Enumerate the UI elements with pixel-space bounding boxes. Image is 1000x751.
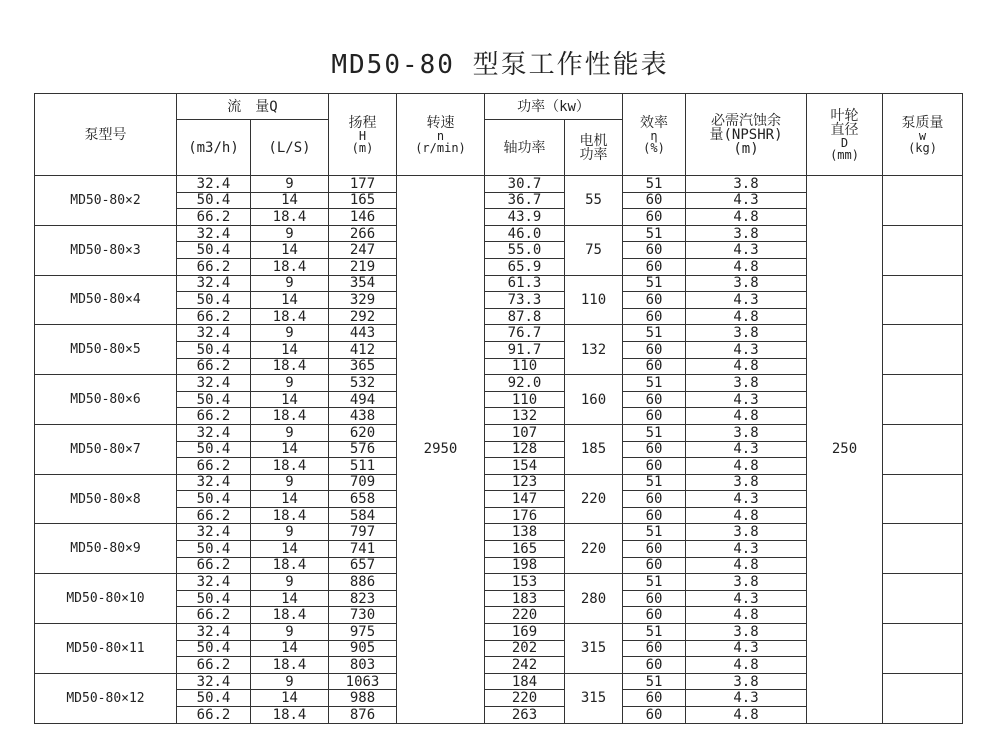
model-cell: MD50-80×12 bbox=[35, 673, 177, 723]
head-cell: 905 bbox=[329, 640, 397, 657]
shaft-power-cell: 176 bbox=[485, 507, 565, 524]
flow-ls-cell: 18.4 bbox=[251, 507, 329, 524]
header-head-line: (m) bbox=[351, 140, 374, 155]
shaft-power-cell: 30.7 bbox=[485, 176, 565, 193]
flow-ls-cell: 9 bbox=[251, 225, 329, 242]
flow-ls-cell: 18.4 bbox=[251, 408, 329, 425]
head-cell: 620 bbox=[329, 424, 397, 441]
efficiency-cell: 60 bbox=[623, 590, 686, 607]
head-cell: 365 bbox=[329, 358, 397, 375]
header-power: 功率（kw） bbox=[485, 94, 623, 120]
motor-power-cell: 280 bbox=[565, 574, 623, 624]
npsh-cell: 4.3 bbox=[686, 391, 807, 408]
npsh-cell: 3.8 bbox=[686, 624, 807, 641]
head-cell: 803 bbox=[329, 657, 397, 674]
npsh-cell: 4.3 bbox=[686, 441, 807, 458]
flow-m3h-cell: 50.4 bbox=[177, 541, 251, 558]
performance-table bbox=[34, 93, 963, 724]
head-cell: 494 bbox=[329, 391, 397, 408]
efficiency-cell: 60 bbox=[623, 358, 686, 375]
flow-m3h-cell: 32.4 bbox=[177, 524, 251, 541]
head-cell: 438 bbox=[329, 408, 397, 425]
header-speed-line: (r/min) bbox=[415, 140, 466, 155]
shaft-power-cell: 263 bbox=[485, 707, 565, 724]
flow-ls-cell: 9 bbox=[251, 524, 329, 541]
shaft-power-cell: 198 bbox=[485, 557, 565, 574]
shaft-power-cell: 128 bbox=[485, 441, 565, 458]
head-cell: 797 bbox=[329, 524, 397, 541]
head-cell: 730 bbox=[329, 607, 397, 624]
header-head-line: H bbox=[358, 128, 367, 143]
flow-m3h-cell: 50.4 bbox=[177, 590, 251, 607]
efficiency-cell: 60 bbox=[623, 441, 686, 458]
efficiency-cell: 60 bbox=[623, 707, 686, 724]
flow-m3h-cell: 32.4 bbox=[177, 325, 251, 342]
flow-m3h-cell: 50.4 bbox=[177, 192, 251, 209]
npsh-cell: 4.8 bbox=[686, 557, 807, 574]
flow-ls-cell: 14 bbox=[251, 341, 329, 358]
npsh-cell: 4.8 bbox=[686, 707, 807, 724]
efficiency-cell: 60 bbox=[623, 408, 686, 425]
shaft-power-cell: 46.0 bbox=[485, 225, 565, 242]
header-impeller-line: D bbox=[840, 135, 849, 150]
npsh-cell: 3.8 bbox=[686, 176, 807, 193]
header-mass-line: 泵质量 bbox=[901, 114, 944, 131]
head-cell: 354 bbox=[329, 275, 397, 292]
efficiency-cell: 51 bbox=[623, 424, 686, 441]
shaft-power-cell: 220 bbox=[485, 690, 565, 707]
shaft-power-cell: 153 bbox=[485, 574, 565, 591]
header-flow-ls: (L/S) bbox=[251, 120, 329, 176]
efficiency-cell: 60 bbox=[623, 308, 686, 325]
flow-m3h-cell: 32.4 bbox=[177, 424, 251, 441]
flow-m3h-cell: 50.4 bbox=[177, 391, 251, 408]
flow-ls-cell: 14 bbox=[251, 441, 329, 458]
npsh-cell: 4.8 bbox=[686, 458, 807, 475]
npsh-cell: 4.8 bbox=[686, 308, 807, 325]
head-cell: 975 bbox=[329, 624, 397, 641]
npsh-cell: 4.8 bbox=[686, 258, 807, 275]
head-cell: 511 bbox=[329, 458, 397, 475]
shaft-power-cell: 61.3 bbox=[485, 275, 565, 292]
shaft-power-cell: 110 bbox=[485, 358, 565, 375]
flow-m3h-cell: 50.4 bbox=[177, 690, 251, 707]
flow-m3h-cell: 32.4 bbox=[177, 176, 251, 193]
mass-cell bbox=[883, 225, 963, 275]
model-cell: MD50-80×8 bbox=[35, 474, 177, 524]
flow-m3h-cell: 32.4 bbox=[177, 225, 251, 242]
npsh-cell: 4.3 bbox=[686, 192, 807, 209]
model-cell: MD50-80×5 bbox=[35, 325, 177, 375]
header-mass bbox=[883, 94, 963, 176]
flow-ls-cell: 18.4 bbox=[251, 657, 329, 674]
head-cell: 266 bbox=[329, 225, 397, 242]
flow-ls-cell: 14 bbox=[251, 242, 329, 259]
shaft-power-cell: 92.0 bbox=[485, 375, 565, 392]
mass-cell bbox=[883, 176, 963, 226]
head-cell: 584 bbox=[329, 507, 397, 524]
flow-m3h-cell: 66.2 bbox=[177, 308, 251, 325]
model-cell: MD50-80×6 bbox=[35, 375, 177, 425]
motor-power-cell: 315 bbox=[565, 673, 623, 723]
flow-ls-cell: 14 bbox=[251, 391, 329, 408]
efficiency-cell: 51 bbox=[623, 176, 686, 193]
head-cell: 247 bbox=[329, 242, 397, 259]
flow-m3h-cell: 50.4 bbox=[177, 341, 251, 358]
flow-m3h-cell: 32.4 bbox=[177, 375, 251, 392]
efficiency-cell: 51 bbox=[623, 325, 686, 342]
model-cell: MD50-80×9 bbox=[35, 524, 177, 574]
npsh-cell: 3.8 bbox=[686, 375, 807, 392]
head-cell: 443 bbox=[329, 325, 397, 342]
npsh-cell: 4.3 bbox=[686, 491, 807, 508]
shaft-power-cell: 91.7 bbox=[485, 341, 565, 358]
efficiency-cell: 51 bbox=[623, 574, 686, 591]
shaft-power-cell: 184 bbox=[485, 673, 565, 690]
mass-cell bbox=[883, 375, 963, 425]
shaft-power-cell: 169 bbox=[485, 624, 565, 641]
header-motor-power bbox=[565, 120, 623, 176]
flow-m3h-cell: 66.2 bbox=[177, 258, 251, 275]
motor-power-cell: 185 bbox=[565, 424, 623, 474]
impeller-cell: 250 bbox=[807, 176, 883, 724]
flow-m3h-cell: 50.4 bbox=[177, 441, 251, 458]
efficiency-cell: 51 bbox=[623, 673, 686, 690]
npsh-cell: 4.8 bbox=[686, 607, 807, 624]
flow-m3h-cell: 66.2 bbox=[177, 209, 251, 226]
shaft-power-cell: 147 bbox=[485, 491, 565, 508]
efficiency-cell: 51 bbox=[623, 375, 686, 392]
npsh-cell: 4.8 bbox=[686, 657, 807, 674]
header-model: 泵型号 bbox=[35, 94, 177, 176]
head-cell: 146 bbox=[329, 209, 397, 226]
head-cell: 741 bbox=[329, 541, 397, 558]
npsh-cell: 3.8 bbox=[686, 474, 807, 491]
flow-ls-cell: 18.4 bbox=[251, 308, 329, 325]
efficiency-cell: 60 bbox=[623, 209, 686, 226]
efficiency-cell: 60 bbox=[623, 557, 686, 574]
efficiency-cell: 60 bbox=[623, 242, 686, 259]
header-head-line: 扬程 bbox=[348, 114, 377, 131]
mass-cell bbox=[883, 275, 963, 325]
motor-power-cell: 75 bbox=[565, 225, 623, 275]
efficiency-cell: 51 bbox=[623, 524, 686, 541]
header-motor-line: 电机 bbox=[579, 132, 608, 149]
header-head bbox=[329, 94, 397, 176]
efficiency-cell: 60 bbox=[623, 607, 686, 624]
flow-ls-cell: 9 bbox=[251, 424, 329, 441]
efficiency-cell: 60 bbox=[623, 541, 686, 558]
flow-ls-cell: 18.4 bbox=[251, 707, 329, 724]
shaft-power-cell: 65.9 bbox=[485, 258, 565, 275]
head-cell: 329 bbox=[329, 292, 397, 309]
head-cell: 576 bbox=[329, 441, 397, 458]
efficiency-cell: 60 bbox=[623, 657, 686, 674]
header-npsh-line: 必需汽蚀余 bbox=[711, 112, 782, 129]
header-impeller-line: 直径 bbox=[830, 121, 859, 138]
efficiency-cell: 51 bbox=[623, 474, 686, 491]
flow-ls-cell: 14 bbox=[251, 192, 329, 209]
flow-m3h-cell: 50.4 bbox=[177, 640, 251, 657]
motor-power-cell: 220 bbox=[565, 474, 623, 524]
flow-ls-cell: 18.4 bbox=[251, 209, 329, 226]
efficiency-cell: 51 bbox=[623, 225, 686, 242]
header-speed-line: n bbox=[436, 128, 445, 143]
flow-ls-cell: 18.4 bbox=[251, 358, 329, 375]
flow-m3h-cell: 32.4 bbox=[177, 673, 251, 690]
header-eff-line: 效率 bbox=[640, 114, 669, 131]
flow-ls-cell: 14 bbox=[251, 640, 329, 657]
head-cell: 177 bbox=[329, 176, 397, 193]
flow-ls-cell: 18.4 bbox=[251, 458, 329, 475]
motor-power-cell: 132 bbox=[565, 325, 623, 375]
efficiency-cell: 51 bbox=[623, 275, 686, 292]
npsh-cell: 3.8 bbox=[686, 673, 807, 690]
flow-ls-cell: 9 bbox=[251, 474, 329, 491]
npsh-cell: 4.3 bbox=[686, 541, 807, 558]
motor-power-cell: 55 bbox=[565, 176, 623, 226]
shaft-power-cell: 43.9 bbox=[485, 209, 565, 226]
header-eff-line: (%) bbox=[643, 140, 665, 155]
head-cell: 823 bbox=[329, 590, 397, 607]
flow-m3h-cell: 32.4 bbox=[177, 474, 251, 491]
npsh-cell: 4.3 bbox=[686, 690, 807, 707]
header-impeller-line: 叶轮 bbox=[830, 107, 859, 124]
efficiency-cell: 60 bbox=[623, 507, 686, 524]
npsh-cell: 4.8 bbox=[686, 408, 807, 425]
npsh-cell: 4.8 bbox=[686, 507, 807, 524]
model-cell: MD50-80×4 bbox=[35, 275, 177, 325]
head-cell: 532 bbox=[329, 375, 397, 392]
flow-ls-cell: 9 bbox=[251, 176, 329, 193]
head-cell: 988 bbox=[329, 690, 397, 707]
motor-power-cell: 220 bbox=[565, 524, 623, 574]
flow-ls-cell: 9 bbox=[251, 624, 329, 641]
flow-ls-cell: 18.4 bbox=[251, 557, 329, 574]
header-npsh-line: (m) bbox=[733, 140, 759, 157]
header-eff-line: η bbox=[650, 128, 658, 143]
efficiency-cell: 60 bbox=[623, 458, 686, 475]
npsh-cell: 4.8 bbox=[686, 209, 807, 226]
header-flow: 流 量Q bbox=[177, 94, 329, 120]
flow-ls-cell: 14 bbox=[251, 491, 329, 508]
header-mass-line: w bbox=[918, 128, 927, 143]
head-cell: 1063 bbox=[329, 673, 397, 690]
shaft-power-cell: 242 bbox=[485, 657, 565, 674]
shaft-power-cell: 76.7 bbox=[485, 325, 565, 342]
header-impeller bbox=[807, 94, 883, 176]
speed-cell: 2950 bbox=[397, 176, 485, 724]
model-cell: MD50-80×11 bbox=[35, 624, 177, 674]
shaft-power-cell: 123 bbox=[485, 474, 565, 491]
flow-m3h-cell: 66.2 bbox=[177, 707, 251, 724]
motor-power-cell: 160 bbox=[565, 375, 623, 425]
header-speed bbox=[397, 94, 485, 176]
shaft-power-cell: 220 bbox=[485, 607, 565, 624]
shaft-power-cell: 154 bbox=[485, 458, 565, 475]
header-speed-line: 转速 bbox=[426, 114, 455, 131]
efficiency-cell: 60 bbox=[623, 258, 686, 275]
npsh-cell: 4.3 bbox=[686, 640, 807, 657]
mass-cell bbox=[883, 325, 963, 375]
header-mass-line: (kg) bbox=[908, 140, 937, 155]
flow-ls-cell: 9 bbox=[251, 375, 329, 392]
model-cell: MD50-80×3 bbox=[35, 225, 177, 275]
flow-m3h-cell: 32.4 bbox=[177, 275, 251, 292]
head-cell: 657 bbox=[329, 557, 397, 574]
efficiency-cell: 60 bbox=[623, 192, 686, 209]
head-cell: 219 bbox=[329, 258, 397, 275]
flow-ls-cell: 14 bbox=[251, 541, 329, 558]
efficiency-cell: 60 bbox=[623, 292, 686, 309]
flow-m3h-cell: 66.2 bbox=[177, 458, 251, 475]
flow-ls-cell: 18.4 bbox=[251, 258, 329, 275]
table-body bbox=[35, 176, 963, 724]
efficiency-cell: 60 bbox=[623, 690, 686, 707]
shaft-power-cell: 55.0 bbox=[485, 242, 565, 259]
flow-m3h-cell: 66.2 bbox=[177, 358, 251, 375]
header-motor-line: 功率 bbox=[579, 146, 608, 163]
npsh-cell: 3.8 bbox=[686, 574, 807, 591]
table-row bbox=[35, 176, 963, 193]
flow-ls-cell: 14 bbox=[251, 292, 329, 309]
header-impeller-line: (mm) bbox=[830, 147, 859, 162]
shaft-power-cell: 183 bbox=[485, 590, 565, 607]
flow-m3h-cell: 50.4 bbox=[177, 292, 251, 309]
flow-ls-cell: 14 bbox=[251, 590, 329, 607]
shaft-power-cell: 138 bbox=[485, 524, 565, 541]
npsh-cell: 4.3 bbox=[686, 341, 807, 358]
mass-cell bbox=[883, 624, 963, 674]
model-cell: MD50-80×2 bbox=[35, 176, 177, 226]
npsh-cell: 3.8 bbox=[686, 524, 807, 541]
npsh-cell: 3.8 bbox=[686, 424, 807, 441]
npsh-cell: 4.8 bbox=[686, 358, 807, 375]
flow-ls-cell: 14 bbox=[251, 690, 329, 707]
shaft-power-cell: 132 bbox=[485, 408, 565, 425]
mass-cell bbox=[883, 524, 963, 574]
shaft-power-cell: 73.3 bbox=[485, 292, 565, 309]
shaft-power-cell: 110 bbox=[485, 391, 565, 408]
npsh-cell: 4.3 bbox=[686, 242, 807, 259]
flow-ls-cell: 9 bbox=[251, 673, 329, 690]
npsh-cell: 4.3 bbox=[686, 590, 807, 607]
shaft-power-cell: 87.8 bbox=[485, 308, 565, 325]
mass-cell bbox=[883, 424, 963, 474]
mass-cell bbox=[883, 673, 963, 723]
header-efficiency bbox=[623, 94, 686, 176]
shaft-power-cell: 202 bbox=[485, 640, 565, 657]
flow-ls-cell: 9 bbox=[251, 275, 329, 292]
model-cell: MD50-80×7 bbox=[35, 424, 177, 474]
header-npsh-line: 量(NPSHR) bbox=[709, 126, 783, 143]
flow-m3h-cell: 32.4 bbox=[177, 624, 251, 641]
header-shaft-power: 轴功率 bbox=[485, 120, 565, 176]
page-title: MD50-80 型泵工作性能表 bbox=[331, 50, 669, 80]
flow-m3h-cell: 50.4 bbox=[177, 491, 251, 508]
header-npsh bbox=[686, 94, 807, 176]
shaft-power-cell: 36.7 bbox=[485, 192, 565, 209]
shaft-power-cell: 107 bbox=[485, 424, 565, 441]
mass-cell bbox=[883, 474, 963, 524]
flow-m3h-cell: 66.2 bbox=[177, 507, 251, 524]
flow-m3h-cell: 66.2 bbox=[177, 408, 251, 425]
header-flow-m3h: (m3/h) bbox=[177, 120, 251, 176]
flow-ls-cell: 9 bbox=[251, 325, 329, 342]
flow-m3h-cell: 66.2 bbox=[177, 607, 251, 624]
flow-m3h-cell: 32.4 bbox=[177, 574, 251, 591]
flow-m3h-cell: 66.2 bbox=[177, 557, 251, 574]
efficiency-cell: 60 bbox=[623, 341, 686, 358]
model-cell: MD50-80×10 bbox=[35, 574, 177, 624]
efficiency-cell: 60 bbox=[623, 391, 686, 408]
mass-cell bbox=[883, 574, 963, 624]
efficiency-cell: 60 bbox=[623, 640, 686, 657]
head-cell: 886 bbox=[329, 574, 397, 591]
npsh-cell: 3.8 bbox=[686, 325, 807, 342]
head-cell: 165 bbox=[329, 192, 397, 209]
efficiency-cell: 51 bbox=[623, 624, 686, 641]
efficiency-cell: 60 bbox=[623, 491, 686, 508]
head-cell: 292 bbox=[329, 308, 397, 325]
flow-m3h-cell: 66.2 bbox=[177, 657, 251, 674]
shaft-power-cell: 165 bbox=[485, 541, 565, 558]
head-cell: 412 bbox=[329, 341, 397, 358]
npsh-cell: 4.3 bbox=[686, 292, 807, 309]
head-cell: 876 bbox=[329, 707, 397, 724]
motor-power-cell: 315 bbox=[565, 624, 623, 674]
npsh-cell: 3.8 bbox=[686, 275, 807, 292]
head-cell: 658 bbox=[329, 491, 397, 508]
npsh-cell: 3.8 bbox=[686, 225, 807, 242]
head-cell: 709 bbox=[329, 474, 397, 491]
flow-m3h-cell: 50.4 bbox=[177, 242, 251, 259]
motor-power-cell: 110 bbox=[565, 275, 623, 325]
flow-ls-cell: 18.4 bbox=[251, 607, 329, 624]
flow-ls-cell: 9 bbox=[251, 574, 329, 591]
